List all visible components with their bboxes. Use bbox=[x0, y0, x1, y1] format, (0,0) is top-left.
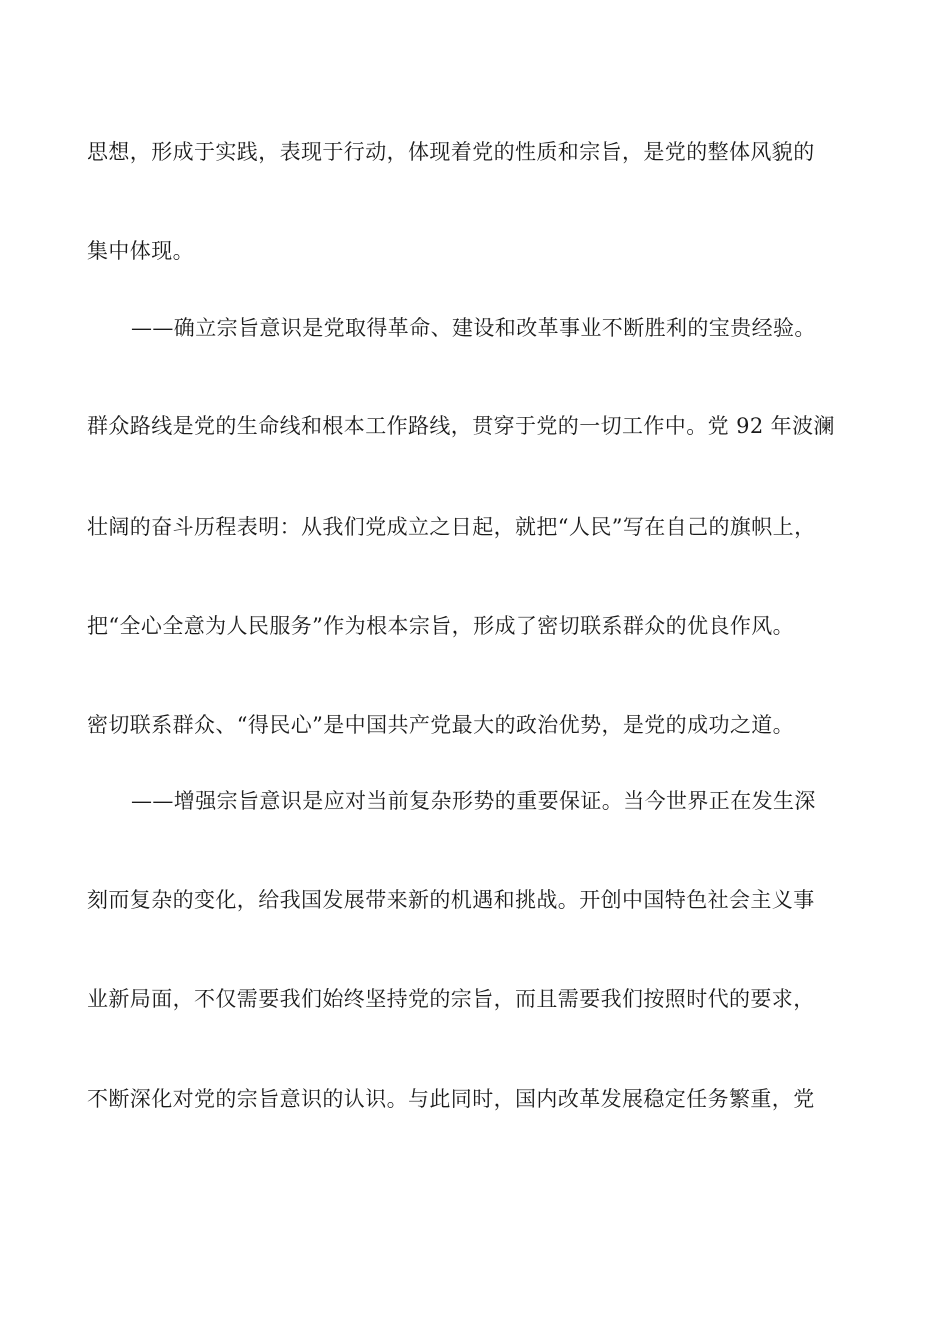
text-line: 群众路线是党的生命线和根本工作路线，贯穿于党的一切工作中。党 92 年波澜 bbox=[87, 414, 835, 438]
text-line: 把“全心全意为人民服务”作为根本宗旨，形成了密切联系群众的优良作风。 bbox=[87, 614, 795, 638]
text-line: 刻而复杂的变化，给我国发展带来新的机遇和挑战。开创中国特色社会主义事 bbox=[87, 888, 815, 912]
text-line: 不断深化对党的宗旨意识的认识。与此同时，国内改革发展稳定任务繁重，党 bbox=[87, 1087, 815, 1111]
text-line: 集中体现。 bbox=[87, 239, 194, 263]
text-line: 业新局面，不仅需要我们始终坚持党的宗旨，而且需要我们按照时代的要求， bbox=[87, 987, 815, 1011]
text-line: 密切联系群众、“得民心”是中国共产党最大的政治优势，是党的成功之道。 bbox=[87, 713, 795, 737]
text-line: 思想，形成于实践，表现于行动，体现着党的性质和宗旨，是党的整体风貌的 bbox=[87, 140, 815, 164]
paragraph-start-line: ——增强宗旨意识是应对当前复杂形势的重要保证。当今世界正在发生深 bbox=[131, 789, 816, 813]
text-line: 壮阔的奋斗历程表明：从我们党成立之日起，就把“人民”写在自己的旗帜上， bbox=[87, 515, 816, 539]
paragraph-start-line: ——确立宗旨意识是党取得革命、建设和改革事业不断胜利的宝贵经验。 bbox=[131, 316, 816, 340]
